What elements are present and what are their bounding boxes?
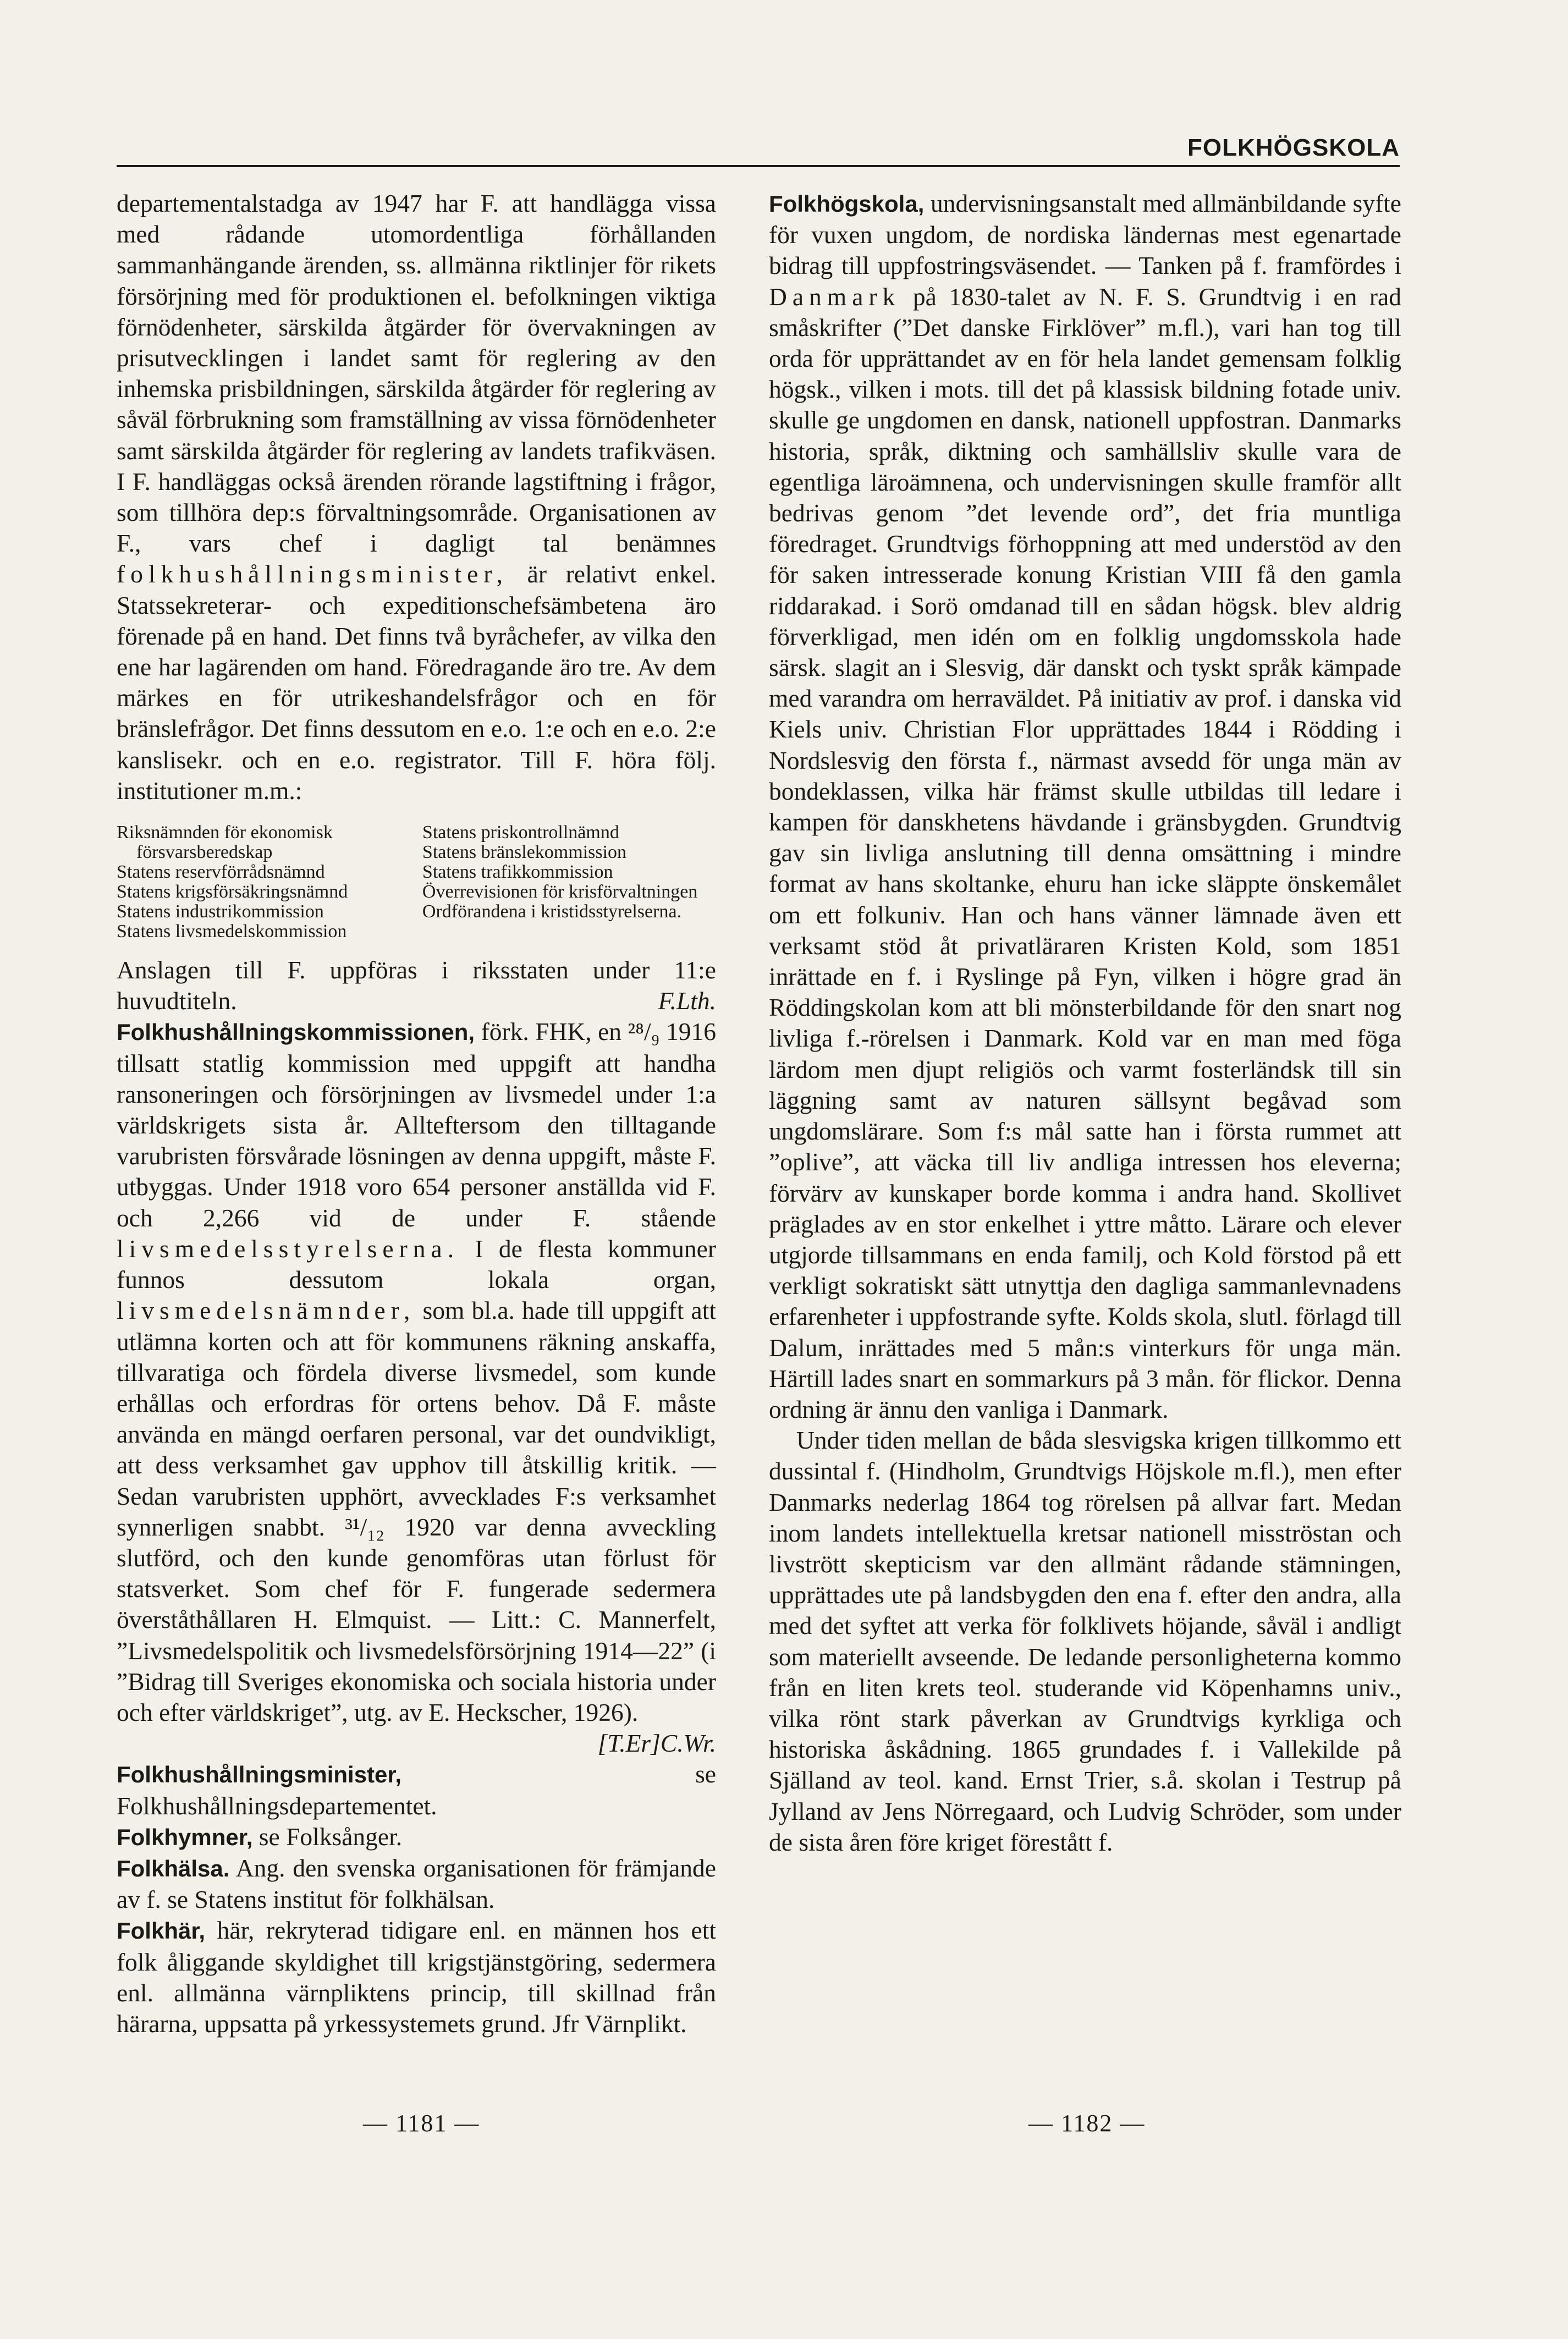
signature: F.Lth. bbox=[658, 987, 716, 1015]
left-column bbox=[117, 188, 716, 2039]
list-item: Statens priskontrollnämnd bbox=[422, 822, 619, 843]
spaced-term: livsmedelsstyrelserna. bbox=[117, 1234, 460, 1263]
entry-folkhymner bbox=[117, 1821, 716, 1853]
folkhogskola-paragraph-2: Under tiden mellan de båda slesvigska krigen tillkommo ett dussintal f. (Hindholm, Grundtvigs Höjskole m.fl.), men efter Danmarks nederlag 1864 tog rörelsen på allvar fart. Medan inom landets intellektuella kretsar nationell misströstan och livstrött skepticism var den allmänt rådande stämningen, upprättades ute på landsbygden den ena f. efter den andra, alla med det syftet att verka för folklivets höjande, såväl i andligt som materiellt avseende. De ledande personligheterna kommo från en liten krets teol. studerande vid Köpenhamns univ., vilka rönt stark påverkan av Grundtvigs kyrkliga och historiska åskådning. 1865 grundades f. i Vallekilde på Själland av teol. kand. Ernst Trier, s.å. skolan i Testrup på Jylland av Jens Nörregaard, och Ludvig Schröder, som under de sista åren före kriget förestått f. bbox=[769, 1426, 1401, 1856]
list-item: Statens bränslekommission bbox=[422, 842, 627, 863]
page-number-left: — 1181 — bbox=[363, 2110, 480, 2137]
entry-text: Ang. den svenska organisationen för främjande av f. se Statens institut för folkhälsan. bbox=[117, 1853, 716, 1914]
entry-text: se Folkhushållningsdepartementet. bbox=[117, 1760, 716, 1820]
list-item: Ordförandena i kristidsstyrelserna. bbox=[422, 901, 682, 922]
spaced-term: livsmedelsnämnder, bbox=[117, 1296, 416, 1325]
entry-folkhushallningsminister bbox=[117, 1759, 716, 1821]
entry-text: undervisningsanstalt med allmänbildande syfte för vuxen ungdom, de nordiska ländernas mest egenartade bidrag till uppfostringsväsendet. — Tanken på f. framfördes i bbox=[769, 189, 1401, 280]
headword: Folkhushållningsminister, bbox=[117, 1762, 402, 1788]
headword: Folkhushållningskommissionen, bbox=[117, 1019, 475, 1045]
entry-text: se Folksånger. bbox=[258, 1822, 403, 1851]
list-item: Statens reservförrådsnämnd bbox=[117, 862, 325, 883]
headword: Folkhymner, bbox=[117, 1824, 253, 1850]
entry-text: som bl.a. hade till uppgift att utlämna korten och att för kommunens räkning anskaffa, tillvaratiga och fördela diverse livsmedel, som kunde erhållas och erfordras för ortens behov. Då F. måste använda en mängd oerfaren personal, var det oundvikligt, att dess verksamhet gav upphov till åtskillig kritik. — Sedan varubristen upphört, avvecklades F:s verksamhet synnerligen snabbt. ³¹/₁₂ 1920 var denna avveckling slutförd, och den kunde genomföras utan förlust för statsverket. Som chef för F. fungerade sedermera överståthållaren H. Elmquist. — Litt.: C. Mannerfelt, ”Livsmedelspolitik och livsmedelsförsörjning 1914—22” (i ”Bidrag till Sveriges ekonomiska och sociala historia under och efter världskriget”, utg. av E. Heckscher, 1926). bbox=[117, 1296, 716, 1726]
entry-folkhalsa bbox=[117, 1853, 716, 1915]
entry-text: förk. FHK, en ²⁸/₉ 1916 tillsatt statlig kommission med uppgift att handha ransoneringen och försörjningen av livsmedel under 1:a världskrigets sista år. Allteftersom den tilltagande varubristen försvårade lösningen av denna uppgift, måste F. utbyggas. Under 1918 voro 654 personer anställda vid F. och 2,266 vid de under F. stående bbox=[117, 1017, 717, 1232]
intro-spaced-term: folkhushållningsminister, bbox=[117, 560, 508, 588]
appropriation-text: Anslagen till F. uppföras i riksstaten under 11:e huvudtiteln. bbox=[117, 956, 716, 1015]
appropriation-paragraph bbox=[117, 955, 716, 1016]
page-header bbox=[117, 131, 1400, 167]
entry-text: på 1830-talet av N. F. S. Grundtvig i en rad småskrifter (”Det danske Firklöver” m.fl.), vari han tog till orda för upprättandet av en för hela landet gemensam folklig högsk., vilken i mots. till det på klassisk bildning fotade univ. skulle ge ungdomen en dansk, nationell uppfostran. Danmarks historia, språk, diktning och samhällsliv skulle vara de egentliga läroämnena, och undervisningen skulle framför allt bedrivas genom ”det levende ord”, det fria muntliga föredraget. Grundtvigs förhoppning att med understöd av den för saken intresserade konung Kristian VIII få den gamla riddarakad. i Sorö omdanad till en sådan högsk. blev aldrig förverkligad, men idén om en folklig ungdomsskola hade särsk. slagit an i Slesvig, där danskt och tyskt språk kämpade med varandra om herraväldet. På initiativ av prof. i danska vid Kiels univ. Christian Flor upprättades 1844 i Rödding i Nordslesvig den första f., närmast avsedd för unga män av bondeklassen, vilka här främst skulle utbildas till ledare i kampen för danskhetens hävdande i gränsbygden. Grundtvig gav sin livliga anslutning till denna omsättning i mindre format av hans skoltanke, ehuru han icke släppte önskemålet om ett folkuniv. Han och hans vänner lämnade även ett verksamt stöd åt privatläraren Kristen Kold, som 1851 inrättade en f. i Ryslinge på Fyn, vilken i högre grad än Röddingskolan kom att bli mönsterbildande för den snart nog livliga f.-rörelsen i Danmark. Kold var en man med föga lärdom men djupt religiös och varmt fosterländsk till sin läggning samt av naturen sällsynt begåvad som ungdomslärare. Som f:s mål satte han i första rummet att ”oplive”, att väcka till liv andliga intressen hos eleverna; förvärv av kunskaper borde komma i andra hand. Skollivet präglades av en stor enkelhet i yttre måtto. Lärare och elever utgjorde tillsammans en enda familj, och Kold förstod på ett verkligt sokratiskt sätt utnyttja den dagliga sammanlevnadens erfarenheter i uppfostrande syfte. Kolds skola, slutl. förlagd till Dalum, inrättades med 5 mån:s vinterkurs för unga män. Härtill lades snart en sommarkurs på 3 mån. för flickor. Denna ordning är ännu den vanliga i Danmark. bbox=[769, 282, 1401, 1423]
intro-text-2: är relativt enkel. Statssekreterar- och expeditionschefsämbetena äro förenade på en hand. Det finns två byråchefer, av vilka den ene har lagärenden om hand. Föredragande äro tre. Av dem märkes en för utrikeshandelsfrågor och en för bränslefrågor. Det finns dessutom en e.o. 1:e och en e.o. 2:e kanslisekr. och en e.o. registrator. Till F. höra följ. institutioner m.m.: bbox=[117, 560, 716, 805]
institutions-list-left bbox=[117, 823, 410, 942]
running-head: FOLKHÖGSKOLA bbox=[1187, 134, 1400, 161]
spaced-term: Danmark bbox=[769, 282, 901, 311]
list-item: Statens trafikkommission bbox=[422, 862, 613, 883]
entry-folkhar bbox=[117, 1915, 716, 2039]
headword: Folkhälsa. bbox=[117, 1855, 230, 1881]
list-item: Statens krigsförsäkringsnämnd bbox=[117, 882, 348, 902]
list-item: Statens livsmedelskommission bbox=[117, 921, 347, 942]
entry-folkhogskola bbox=[769, 188, 1401, 1425]
list-item: Statens industrikommission bbox=[117, 901, 324, 922]
signature: [T.Er]C.Wr. bbox=[597, 1729, 716, 1758]
page-number-right: — 1182 — bbox=[1028, 2110, 1146, 2137]
entry-text: I de flesta kommuner funnos dessutom lokala organ, bbox=[117, 1234, 717, 1294]
institutions-list-right bbox=[422, 823, 716, 942]
headword: Folkhögskola, bbox=[769, 191, 925, 217]
intro-text: departementalstadga av 1947 har F. att handlägga vissa med rådande utomordentliga förhållanden sammanhängande ärenden, ss. allmänna riktlinjer för rikets försörjning med för produktionen el. befolkningen viktiga förnödenheter, särskilda åtgärder för övervakningen av prisutvecklingen i landet samt för reglering av den inhemska prisbildningen, särskilda åtgärder för reglering av såväl förbrukning som framställning av vissa förnödenheter samt särskilda åtgärder för reglering av landets trafikväsen. I F. handläggas också ärenden rörande lagstiftning i frågor, som tillhöra dep:s förvaltningsområde. Organisationen av F., vars chef i dagligt tal benämnes bbox=[117, 189, 716, 558]
headword: Folkhär, bbox=[117, 1918, 206, 1944]
intro-paragraph bbox=[117, 188, 716, 806]
entry-folkhushallningskommissionen bbox=[117, 1016, 716, 1759]
list-item: Riksnämnden för ekonomisk försvarsberedskap bbox=[117, 822, 333, 863]
institutions-list bbox=[117, 823, 716, 942]
entry-text: här, rekryterad tidigare enl. en männen hos ett folk åliggande skyldighet till krigstjänstgöring, sedermera enl. allmänna värnpliktens princip, till skillnad från härarna, uppsatta på yrkessystemets grund. Jfr Värnplikt. bbox=[117, 1916, 717, 2038]
list-item: Överrevisionen för krisförvaltningen bbox=[422, 882, 698, 902]
right-column bbox=[769, 188, 1401, 1858]
